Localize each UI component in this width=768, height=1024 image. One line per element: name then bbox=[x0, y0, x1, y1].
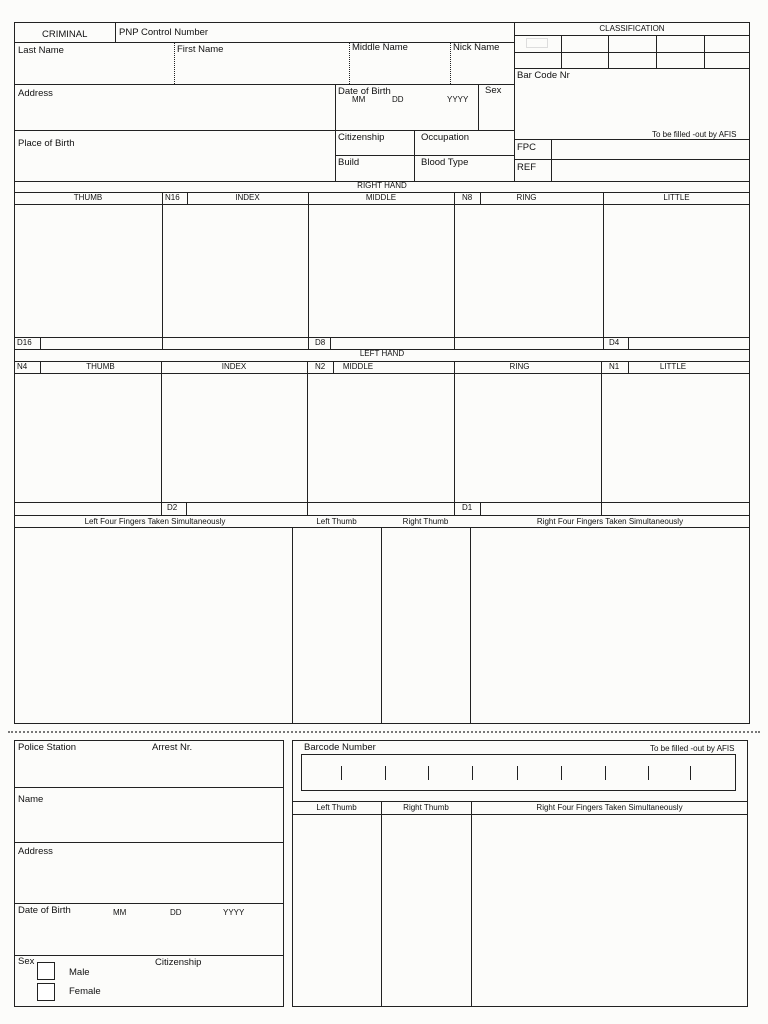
lower-left-thumb-area[interactable] bbox=[293, 815, 380, 1006]
occupation-label: Occupation bbox=[421, 132, 470, 143]
left-n2: N2 bbox=[315, 362, 326, 371]
lower-right-four-area[interactable] bbox=[472, 815, 747, 1006]
left-thumb-header: THUMB bbox=[86, 362, 115, 371]
lower-dob-yyyy: YYYY bbox=[223, 908, 245, 917]
middle-name-label: Middle Name bbox=[352, 42, 408, 53]
afis-note: To be filled -out by AFIS bbox=[652, 130, 737, 139]
left-thumb-sim-label: Left Thumb bbox=[316, 517, 357, 526]
lower-afis-note: To be filled -out by AFIS bbox=[650, 744, 735, 753]
classification-cell[interactable] bbox=[526, 38, 548, 48]
cut-line bbox=[8, 731, 760, 733]
male-checkbox[interactable] bbox=[37, 962, 55, 980]
right-little-header: LITTLE bbox=[663, 193, 690, 202]
left-little-header: LITTLE bbox=[659, 362, 687, 371]
address-label: Address bbox=[18, 88, 53, 99]
lower-left-thumb-label: Left Thumb bbox=[316, 803, 357, 812]
criminal-divider bbox=[115, 22, 116, 42]
lower-right-thumb-area[interactable] bbox=[382, 815, 470, 1006]
right-thumb-print-area[interactable] bbox=[15, 205, 161, 337]
dob-yyyy: YYYY bbox=[447, 95, 469, 104]
right-d16: D16 bbox=[17, 338, 32, 347]
lower-right-thumb-label: Right Thumb bbox=[403, 803, 449, 812]
left-little-print-area[interactable] bbox=[602, 374, 749, 502]
left-thumb-print-area[interactable] bbox=[15, 374, 160, 502]
left-middle-header: MIDDLE bbox=[342, 362, 374, 371]
police-station-label: Police Station bbox=[18, 742, 77, 753]
left-d1: D1 bbox=[462, 503, 473, 512]
left-index-header: INDEX bbox=[221, 362, 247, 371]
right-hand-title: RIGHT HAND bbox=[357, 181, 407, 190]
right-d8: D8 bbox=[315, 338, 326, 347]
pnp-control-number-label: PNP Control Number bbox=[119, 27, 209, 38]
build-label: Build bbox=[338, 157, 360, 168]
right-thumb-header: THUMB bbox=[73, 193, 103, 202]
left-n1: N1 bbox=[609, 362, 620, 371]
right-middle-header: MIDDLE bbox=[365, 193, 397, 202]
arrest-nr-label: Arrest Nr. bbox=[152, 742, 193, 753]
left-ring-print-area[interactable] bbox=[455, 374, 600, 502]
first-name-label: First Name bbox=[177, 44, 224, 55]
header-row-line bbox=[14, 42, 514, 43]
sex-label: Sex bbox=[485, 85, 502, 96]
fpc-label: FPC bbox=[517, 142, 536, 153]
classification-divider bbox=[514, 22, 515, 181]
blood-type-label: Blood Type bbox=[421, 157, 469, 168]
right-four-fingers-label: Right Four Fingers Taken Simultaneously bbox=[536, 517, 684, 526]
right-ring-header: RING bbox=[516, 193, 537, 202]
barcode-number-label: Barcode Number bbox=[304, 742, 376, 753]
right-thumb-sim-area[interactable] bbox=[382, 528, 469, 723]
criminal-label: CRIMINAL bbox=[42, 29, 88, 40]
left-four-fingers-area[interactable] bbox=[15, 528, 291, 723]
right-d4: D4 bbox=[609, 338, 620, 347]
place-of-birth-label: Place of Birth bbox=[18, 138, 75, 149]
last-name-label: Last Name bbox=[18, 45, 64, 56]
right-thumb-sim-label: Right Thumb bbox=[402, 517, 449, 526]
lower-dob-dd: DD bbox=[170, 908, 182, 917]
lower-sex-label: Sex bbox=[18, 956, 35, 967]
left-index-print-area[interactable] bbox=[162, 374, 306, 502]
left-middle-print-area[interactable] bbox=[308, 374, 453, 502]
dob-mm: MM bbox=[352, 95, 366, 104]
left-d2: D2 bbox=[167, 503, 178, 512]
right-index-header: INDEX bbox=[235, 193, 260, 202]
bar-code-nr-label: Bar Code Nr bbox=[517, 70, 570, 81]
lower-dob-label: Date of Birth bbox=[18, 905, 71, 916]
right-little-print-area[interactable] bbox=[604, 205, 749, 337]
date-of-birth-label: Date of Birth bbox=[338, 86, 391, 97]
left-thumb-sim-area[interactable] bbox=[293, 528, 380, 723]
female-label: Female bbox=[69, 986, 101, 997]
right-middle-print-area[interactable] bbox=[309, 205, 453, 337]
right-ring-print-area[interactable] bbox=[455, 205, 602, 337]
classification-label: CLASSIFICATION bbox=[599, 24, 665, 33]
left-hand-title: LEFT HAND bbox=[359, 349, 405, 358]
lower-right-four-label: Right Four Fingers Taken Simultaneously bbox=[536, 803, 683, 812]
male-label: Male bbox=[69, 967, 90, 978]
lower-dob-mm: MM bbox=[113, 908, 127, 917]
citizenship-label: Citizenship bbox=[338, 132, 385, 143]
left-four-fingers-label: Left Four Fingers Taken Simultaneously bbox=[84, 517, 226, 526]
nick-name-label: Nick Name bbox=[453, 42, 500, 53]
name-label: Name bbox=[18, 794, 44, 805]
dob-dd: DD bbox=[392, 95, 404, 104]
left-n4: N4 bbox=[17, 362, 28, 371]
left-ring-header: RING bbox=[509, 362, 530, 371]
female-checkbox[interactable] bbox=[37, 983, 55, 1001]
lower-citizenship-label: Citizenship bbox=[155, 957, 202, 968]
right-n16: N16 bbox=[165, 193, 180, 202]
ref-label: REF bbox=[517, 162, 536, 173]
barcode-number-field[interactable] bbox=[301, 754, 736, 791]
right-four-fingers-area[interactable] bbox=[471, 528, 749, 723]
right-index-print-area[interactable] bbox=[163, 205, 307, 337]
lower-address-label: Address bbox=[18, 846, 53, 857]
right-n8: N8 bbox=[462, 193, 473, 202]
